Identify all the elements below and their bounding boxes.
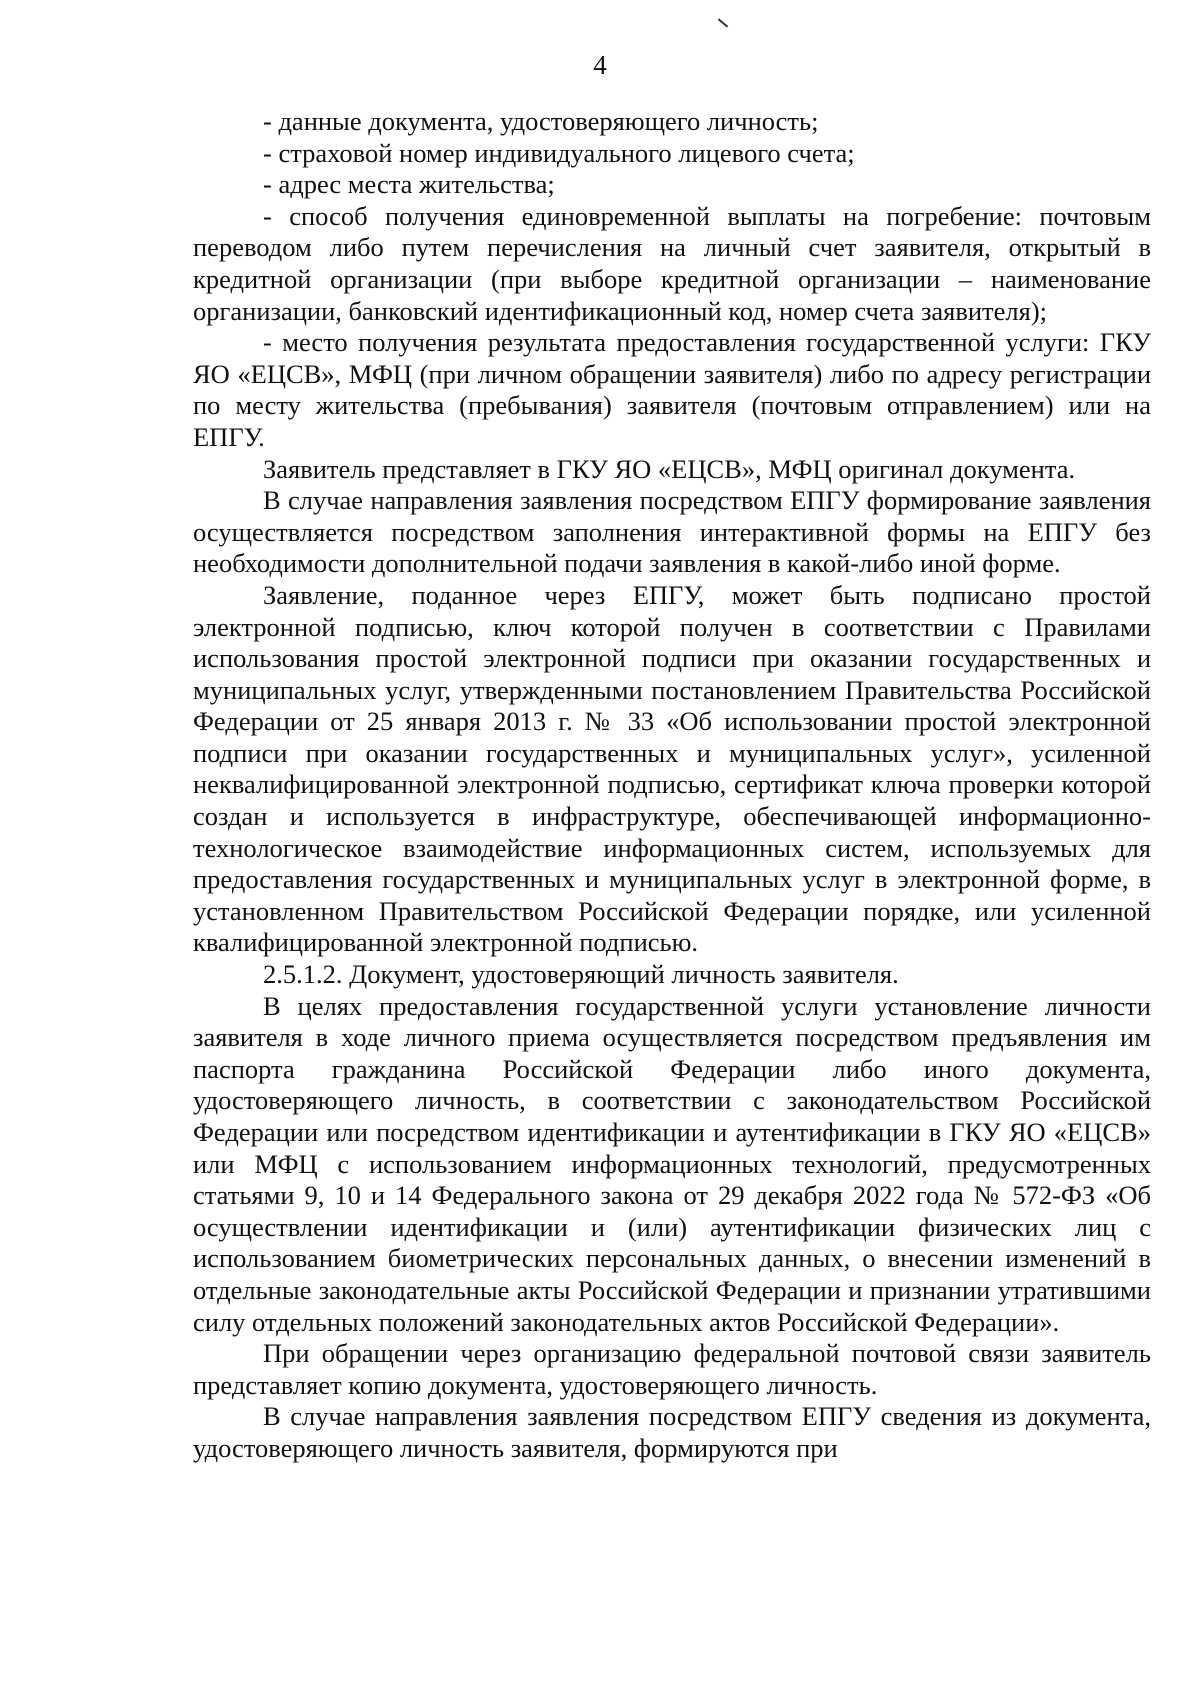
list-item-payment-method: - способ получения единовременной выплаты на погребение: почтовым переводом либо путем перечисления на личный счет заявителя, открытый в кредитной организации (при выборе кредитной организации – наименование организации, банковский идентификационный код, номер счета заявителя);: [193, 200, 1151, 326]
list-item-result-location: - место получения результата предоставления государственной услуги: ГКУ ЯО «ЕЦСВ», МФЦ (при личном обращении заявителя) либо по адресу регистрации по месту жительства (пребывания) заявителя (почтовым отправлением) или на ЕПГУ.: [193, 327, 1151, 452]
page-number: 4: [593, 50, 607, 80]
paragraph-original-document: Заявитель представляет в ГКУ ЯО «ЕЦСВ», МФЦ оригинал документа.: [263, 453, 1076, 484]
paragraph-epgu-form: В случае направления заявления посредством ЕПГУ формирование заявления осуществляется посредством заполнения интерактивной формы на ЕПГУ без необходимости дополнительной подачи заявления в какой-либо иной форме.: [193, 485, 1151, 579]
section-heading-identity-document: 2.5.1.2. Документ, удостоверяющий личность заявителя.: [263, 959, 899, 990]
paragraph-electronic-signature: Заявление, поданное через ЕПГУ, может быть подписано простой электронной подписью, ключ которой получен в соответствии с Правилами использования простой электронной подписи при оказании государственных и муниципальных услуг, утвержденными постановлением Правительства Российской Федерации от 25 января 2013 г. № 33 «Об использовании простой электронной подписи при оказании государственных и муниципальных услуг», усиленной неквалифицированной электронной подписью, сертификат ключа проверки которой создан и используется в инфраструктуре, обеспечивающей информационно-технологическое взаимодействие информационных систем, используемых для предоставления государственных и муниципальных услуг в электронной форме, в установленном Правительством Российской Федерации порядке, или усиленной квалифицированной электронной подписью.: [193, 579, 1151, 958]
list-item-identity-document: - данные документа, удостоверяющего личность;: [263, 106, 819, 136]
paragraph-identity-verification: В целях предоставления государственной услуги установление личности заявителя в ходе личного приема осуществляется посредством предъявления им паспорта гражданина Российской Федерации либо иного документа, удостоверяющего личность, в соответствии с законодательством Российской Федерации или посредством идентификации и аутентификации в ГКУ ЯО «ЕЦСВ» или МФЦ с использованием информационных технологий, предусмотренных статьями 9, 10 и 14 Федерального закона от 29 декабря 2022 года № 572-ФЗ «Об осуществлении идентификации и (или) аутентификации физических лиц с использованием биометрических персональных данных, о внесении изменений в отдельные законодательные акты Российской Федерации и признании утратившими силу отдельных положений законодательных актов Российской Федерации».: [193, 990, 1151, 1337]
paragraph-postal-copy: При обращении через организацию федеральной почтовой связи заявитель представляет копию документа, удостоверяющего личность.: [193, 1338, 1151, 1400]
list-item-residence-address: - адрес места жительства;: [263, 169, 555, 200]
scan-mark: [718, 18, 728, 27]
document-body: [193, 106, 1151, 1465]
list-item-insurance-number: - страховой номер индивидуального лицевого счета;: [263, 137, 855, 168]
paragraph-epgu-identity-data: В случае направления заявления посредством ЕПГУ сведения из документа, удостоверяющего личность заявителя, формируются при: [193, 1401, 1151, 1463]
